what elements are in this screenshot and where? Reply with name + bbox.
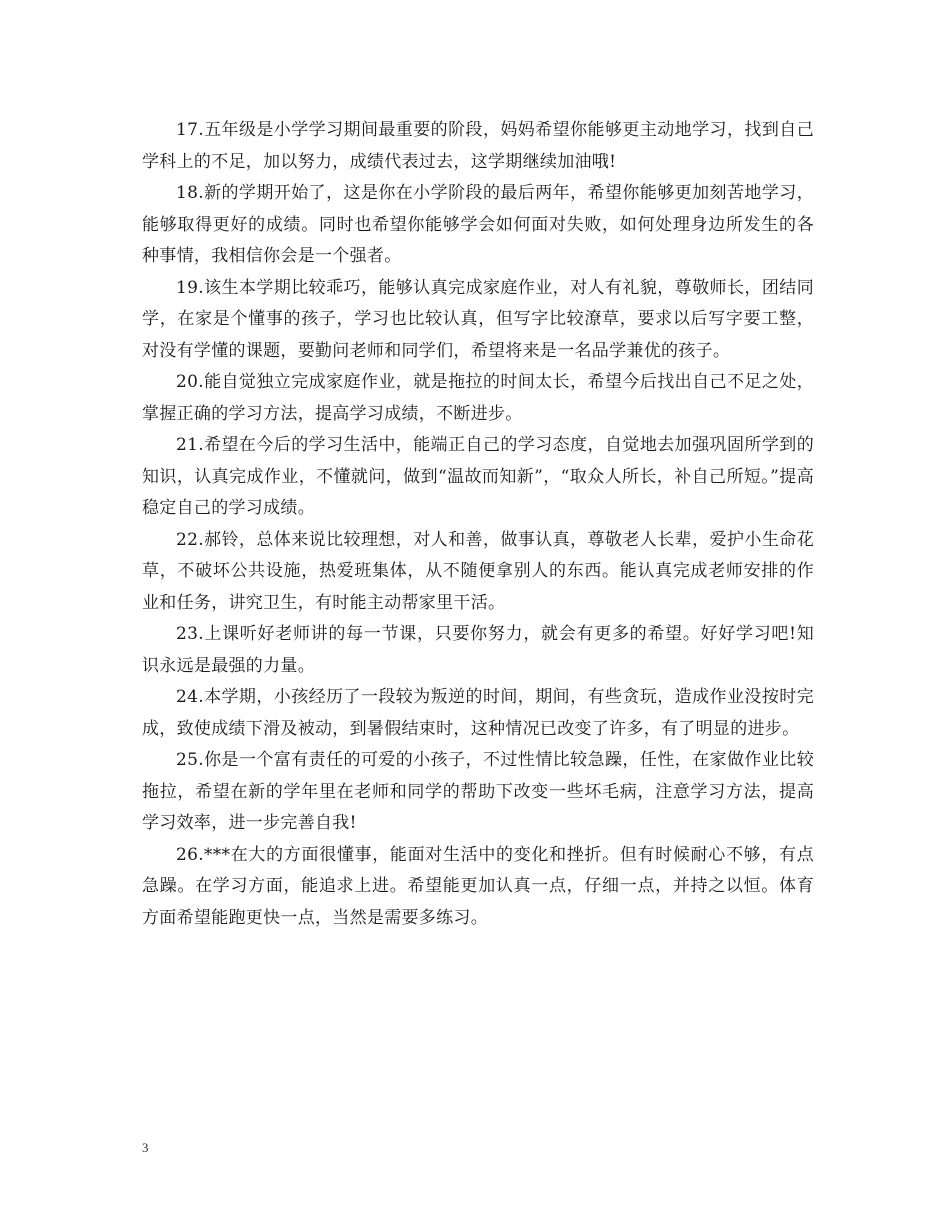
paragraph-23: 23.上课听好老师讲的每一节课，只要你努力，就会有更多的希望。好好学习吧!知识永远是最强的力量。 <box>142 624 814 676</box>
paragraph-26: 26.***在大的方面很懂事，能面对生活中的变化和挫折。但有时候耐心不够，有点急躁。在学习方面，能追求上进。希望能更加认真一点，仔细一点，并持之以恒。体育方面希望能跑更快一点，当然是需要多练习。 <box>142 844 814 928</box>
page-number: 3 <box>142 1140 149 1155</box>
paragraph-22: 22.郝铃，总体来说比较理想，对人和善，做事认真，尊敬老人长辈，爱护小生命花草，不破坏公共设施，热爱班集体，从不随便拿别人的东西。能认真完成老师安排的作业和任务，讲究卫生，有时能主动帮家里干活。 <box>142 529 814 613</box>
paragraph-18: 18.新的学期开始了，这是你在小学阶段的最后两年，希望你能够更加刻苦地学习，能够取得更好的成绩。同时也希望你能够学会如何面对失败，如何处理身边所发生的各种事情，我相信你会是一个强者。 <box>142 183 814 266</box>
document-body <box>142 115 814 934</box>
paragraph-21: 21.希望在今后的学习生活中，能端正自己的学习态度，自觉地去加强巩固所学到的知识，认真完成作业，不懂就问，做到“温故而知新”，“取众人所长，补自己所短。”提高稳定自己的学习成绩。 <box>142 435 814 518</box>
paragraph-19: 19.该生本学期比较乖巧，能够认真完成家庭作业，对人有礼貌，尊敬师长，团结同学，在家是个懂事的孩子，学习也比较认真，但写字比较潦草，要求以后写字要工整，对没有学懂的课题，要勤问老师和同学们，希望将来是一名品学兼优的孩子。 <box>142 277 814 361</box>
paragraph-20: 20.能自觉独立完成家庭作业，就是拖拉的时间太长，希望今后找出自己不足之处，掌握正确的学习方法，提高学习成绩，不断进步。 <box>142 372 814 424</box>
paragraph-24: 24.本学期，小孩经历了一段较为叛逆的时间，期间，有些贪玩，造成作业没按时完成，致使成绩下滑及被动，到暑假结束时，这种情况已改变了许多，有了明显的进步。 <box>142 687 814 739</box>
paragraph-17: 17.五年级是小学学习期间最重要的阶段，妈妈希望你能够更主动地学习，找到自己学科上的不足，加以努力，成绩代表过去，这学期继续加油哦! <box>142 120 814 172</box>
paragraph-25: 25.你是一个富有责任的可爱的小孩子，不过性情比较急躁，任性，在家做作业比较拖拉，希望在新的学年里在老师和同学的帮助下改变一些坏毛病，注意学习方法，提高学习效率，进一步完善自我! <box>142 750 814 833</box>
